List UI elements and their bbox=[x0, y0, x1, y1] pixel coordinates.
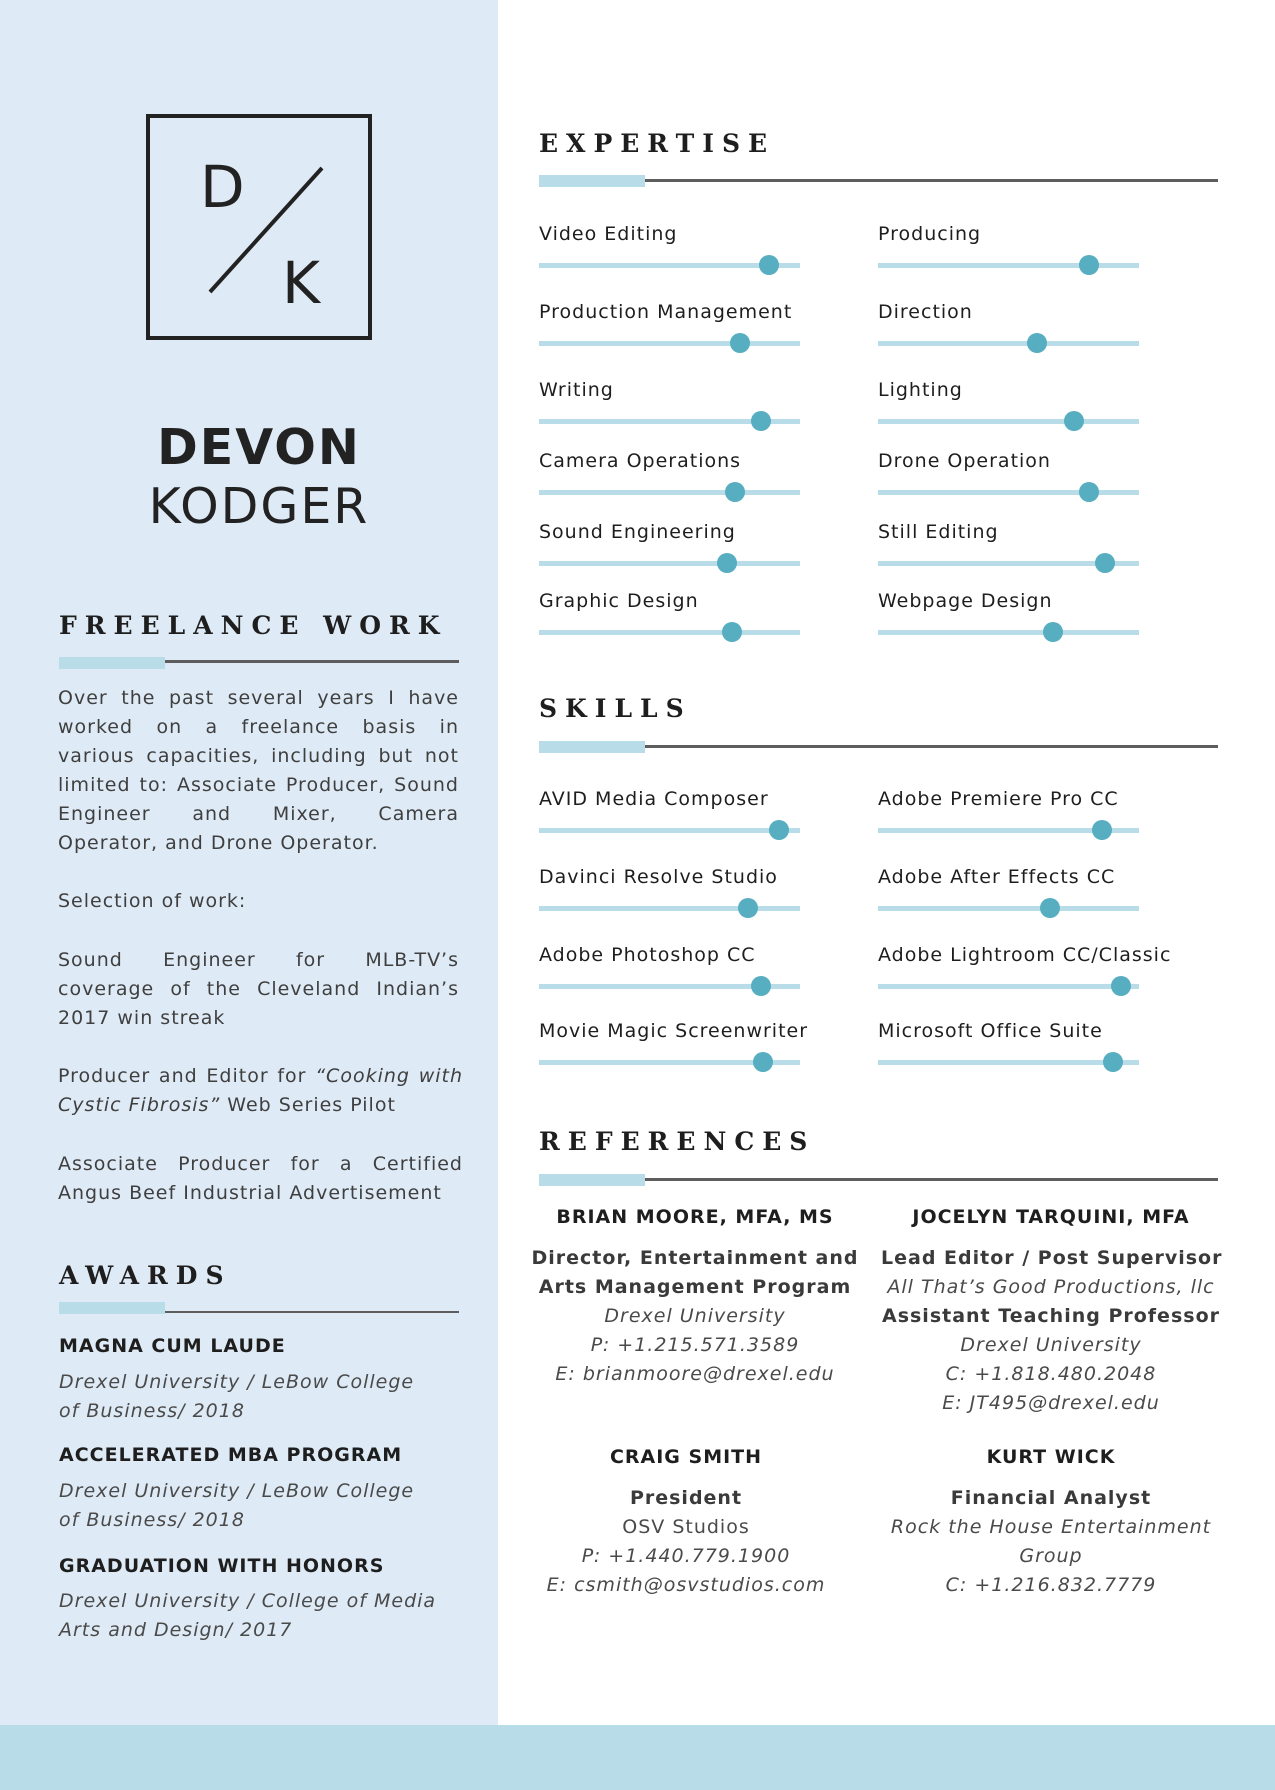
expertise-title: EXPERTISE bbox=[539, 129, 776, 158]
meter-label: Adobe Premiere Pro CC bbox=[878, 788, 1119, 810]
reference-org: Drexel University bbox=[960, 1334, 1142, 1356]
meter-label: Production Management bbox=[539, 301, 793, 323]
meter-label: Adobe Lightroom CC/Classic bbox=[878, 944, 1172, 966]
award-title: GRADUATION WITH HONORS bbox=[59, 1555, 385, 1577]
reference-org: All That’s Good Productions, llc bbox=[887, 1276, 1215, 1298]
meter-track bbox=[878, 263, 1139, 268]
meter-level-dot bbox=[730, 333, 750, 353]
meter-level-dot bbox=[1103, 1052, 1123, 1072]
meter-label: Still Editing bbox=[878, 521, 999, 543]
award-title: ACCELERATED MBA PROGRAM bbox=[59, 1444, 403, 1466]
meter-label: Microsoft Office Suite bbox=[878, 1020, 1103, 1042]
monogram-slash bbox=[150, 118, 368, 336]
meter-track bbox=[878, 490, 1139, 495]
meter-level-dot bbox=[722, 622, 742, 642]
meter-track bbox=[878, 561, 1139, 566]
reference-role: Lead Editor / Post Supervisor bbox=[881, 1247, 1223, 1269]
award-title: MAGNA CUM LAUDE bbox=[59, 1335, 286, 1357]
monogram-logo bbox=[146, 114, 372, 340]
name-last: KODGER bbox=[148, 478, 370, 535]
meter-track bbox=[878, 630, 1139, 635]
skills-rule-accent bbox=[539, 741, 645, 753]
references-rule-accent bbox=[539, 1174, 645, 1186]
reference-card bbox=[525, 1203, 865, 1389]
reference-role: Assistant Teaching Professor bbox=[881, 1305, 1220, 1327]
meter-track bbox=[878, 984, 1139, 989]
meter-level-dot bbox=[1095, 553, 1115, 573]
meter-label: Direction bbox=[878, 301, 973, 323]
meter-track bbox=[878, 419, 1139, 424]
award-detail: Drexel University / College of Media Arts and Design/ 2017 bbox=[59, 1590, 437, 1641]
reference-phone: P: +1.215.571.3589 bbox=[590, 1334, 800, 1356]
freelance-selection-label: Selection of work: bbox=[58, 890, 247, 912]
monogram-initial-last: K bbox=[282, 249, 321, 317]
meter-level-dot bbox=[753, 1052, 773, 1072]
meter-level-dot bbox=[1079, 482, 1099, 502]
meter-label: Writing bbox=[539, 379, 614, 401]
monogram-initial-first: D bbox=[200, 153, 245, 221]
meter-track bbox=[539, 419, 800, 424]
reference-email: E: brianmoore@drexel.edu bbox=[555, 1363, 835, 1385]
meter-level-dot bbox=[725, 482, 745, 502]
meter-label: Producing bbox=[878, 223, 982, 245]
reference-name: KURT WICK bbox=[986, 1446, 1116, 1468]
reference-name: JOCELYN TARQUINI, MFA bbox=[912, 1206, 1190, 1228]
award-detail: Drexel University / LeBow College of Business/ 2018 bbox=[59, 1480, 415, 1531]
meter-label: Camera Operations bbox=[539, 450, 742, 472]
meter-track bbox=[878, 906, 1139, 911]
name-first: DEVON bbox=[157, 419, 361, 476]
reference-org: Drexel University bbox=[604, 1305, 786, 1327]
meter-level-dot bbox=[1064, 411, 1084, 431]
meter-label: AVID Media Composer bbox=[539, 788, 769, 810]
skills-title: SKILLS bbox=[539, 694, 692, 723]
footer-band bbox=[0, 1725, 1275, 1790]
reference-org: Group bbox=[1019, 1545, 1083, 1567]
meter-label: Sound Engineering bbox=[539, 521, 736, 543]
meter-track bbox=[539, 828, 800, 833]
reference-role: President bbox=[629, 1487, 743, 1509]
meter-track bbox=[878, 341, 1139, 346]
freelance-rule-accent bbox=[59, 657, 165, 669]
reference-card bbox=[881, 1203, 1221, 1418]
meter-track bbox=[878, 828, 1139, 833]
awards-rule-accent bbox=[59, 1302, 165, 1314]
reference-email: E: csmith@osvstudios.com bbox=[546, 1574, 826, 1596]
reference-role: Arts Management Program bbox=[538, 1276, 852, 1298]
meter-level-dot bbox=[759, 255, 779, 275]
meter-label: Webpage Design bbox=[878, 590, 1053, 612]
meter-level-dot bbox=[1040, 898, 1060, 918]
meter-label: Movie Magic Screenwriter bbox=[539, 1020, 809, 1042]
reference-phone: C: +1.818.480.2048 bbox=[945, 1363, 1157, 1385]
freelance-work-item: Producer and Editor for “Cooking with Cystic Fibrosis” Web Series Pilot bbox=[58, 1065, 464, 1116]
references-title: REFERENCES bbox=[539, 1127, 816, 1156]
meter-level-dot bbox=[1092, 820, 1112, 840]
reference-role: Director, Entertainment and bbox=[531, 1247, 859, 1269]
meter-level-dot bbox=[1043, 622, 1063, 642]
reference-card bbox=[516, 1443, 856, 1600]
meter-track bbox=[539, 263, 800, 268]
meter-track bbox=[539, 906, 800, 911]
reference-name: CRAIG SMITH bbox=[609, 1446, 763, 1468]
meter-level-dot bbox=[1111, 976, 1131, 996]
reference-email: E: JT495@drexel.edu bbox=[942, 1392, 1160, 1414]
freelance-work-item: Associate Producer for a Certified Angus Beef Industrial Advertisement bbox=[58, 1153, 463, 1204]
freelance-work-item: Sound Engineer for MLB-TV’s coverage of the Cleveland Indian’s 2017 win streak bbox=[58, 949, 459, 1029]
meter-track bbox=[539, 630, 800, 635]
meter-track bbox=[539, 1060, 800, 1065]
expertise-rule-accent bbox=[539, 175, 645, 187]
meter-track bbox=[878, 1060, 1139, 1065]
meter-label: Adobe After Effects CC bbox=[878, 866, 1116, 888]
meter-track bbox=[539, 984, 800, 989]
meter-label: Graphic Design bbox=[539, 590, 699, 612]
reference-role: Financial Analyst bbox=[950, 1487, 1152, 1509]
freelance-intro: Over the past several years I have worked on a freelance basis in various capacities, including but not limited to: Associate Producer, Sound Engineer and Mixer, Camera Operator, and Drone Operator. bbox=[58, 687, 459, 854]
meter-track bbox=[539, 561, 800, 566]
meter-level-dot bbox=[1027, 333, 1047, 353]
reference-phone: C: +1.216.832.7779 bbox=[945, 1574, 1157, 1596]
freelance-title: FREELANCE WORK bbox=[59, 611, 448, 640]
meter-level-dot bbox=[738, 898, 758, 918]
meter-label: Drone Operation bbox=[878, 450, 1051, 472]
meter-level-dot bbox=[717, 553, 737, 573]
reference-org: OSV Studios bbox=[622, 1516, 750, 1538]
meter-label: Davinci Resolve Studio bbox=[539, 866, 778, 888]
reference-name: BRIAN MOORE, MFA, MS bbox=[556, 1206, 834, 1228]
meter-label: Lighting bbox=[878, 379, 963, 401]
meter-level-dot bbox=[1079, 255, 1099, 275]
award-detail: Drexel University / LeBow College of Business/ 2018 bbox=[59, 1371, 415, 1422]
awards-title: AWARDS bbox=[59, 1261, 232, 1290]
meter-label: Adobe Photoshop CC bbox=[539, 944, 756, 966]
meter-level-dot bbox=[751, 411, 771, 431]
meter-level-dot bbox=[769, 820, 789, 840]
reference-card bbox=[881, 1443, 1221, 1600]
reference-phone: P: +1.440.779.1900 bbox=[581, 1545, 791, 1567]
meter-level-dot bbox=[751, 976, 771, 996]
meter-track bbox=[539, 490, 800, 495]
meter-label: Video Editing bbox=[539, 223, 678, 245]
meter-track bbox=[539, 341, 800, 346]
reference-org: Rock the House Entertainment bbox=[890, 1516, 1212, 1538]
